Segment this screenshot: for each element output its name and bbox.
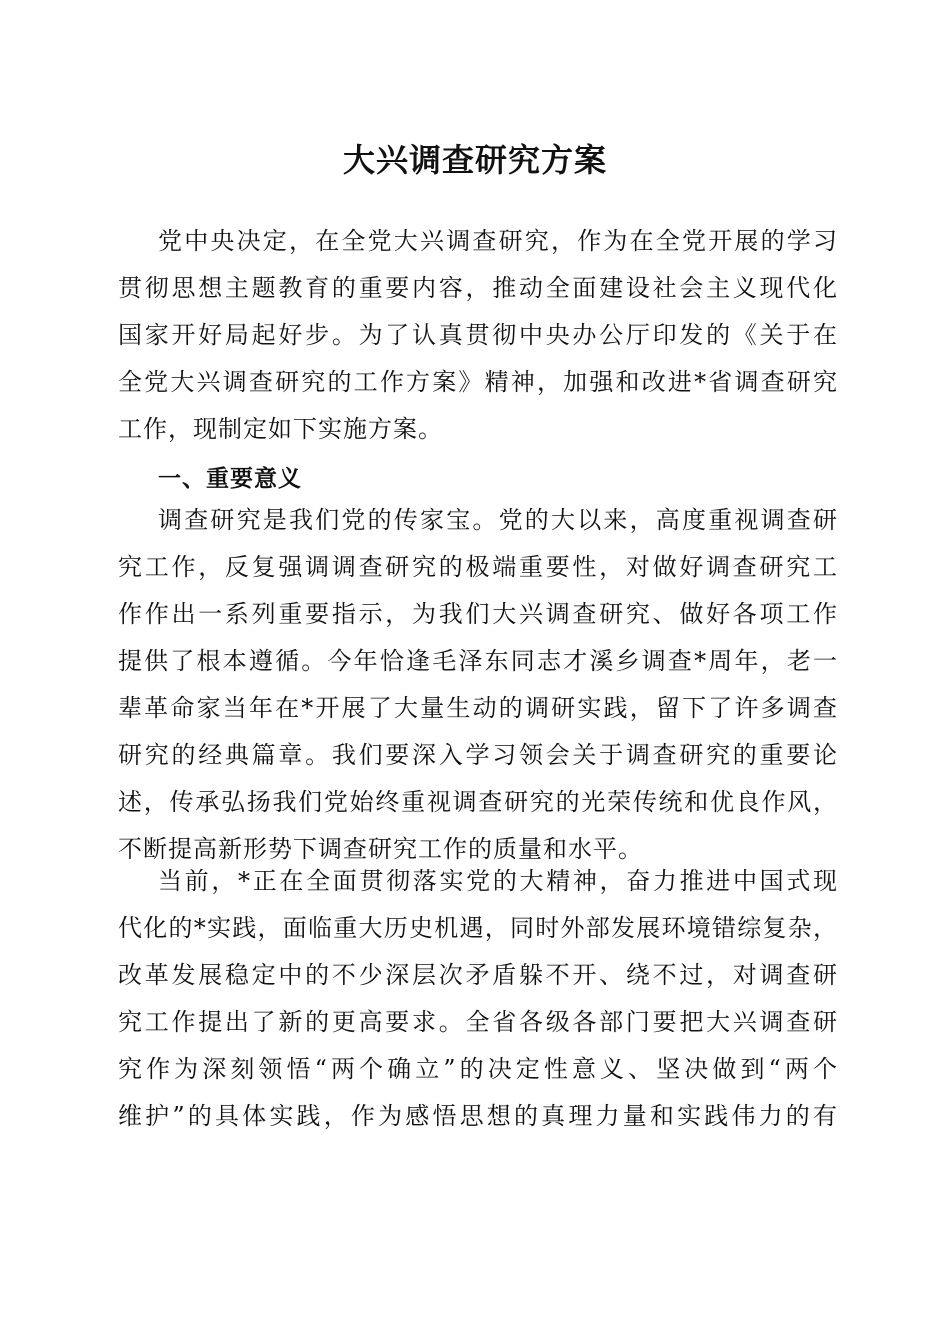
paragraph-line: 提供了根本遵循。今年恰逢毛泽东同志才溪乡调查*周年，老一 (118, 647, 838, 675)
section1-paragraph-2 (118, 858, 838, 1140)
paragraph-line: 作作出一系列重要指示，为我们大兴调查研究、做好各项工作 (118, 600, 838, 628)
paragraph-line: 究工作提出了新的更高要求。全省各级各部门要把大兴调查研 (118, 1008, 838, 1036)
paragraph-line: 不断提高新形势下调查研究工作的质量和水平。 (118, 835, 643, 863)
section-heading: 一、重要意义 (158, 466, 302, 492)
intro-paragraph (118, 218, 838, 453)
paragraph-line: 维护”的具体实践，作为感悟思想的真理力量和实践伟力的有 (118, 1102, 838, 1130)
paragraph-line: 国家开好局起好步。为了认真贯彻中央办公厅印发的《关于在 (118, 321, 838, 349)
paragraph-line: 代化的*实践，面临重大历史机遇，同时外部发展环境错综复杂， (118, 914, 838, 942)
paragraph-line: 究工作，反复强调调查研究的极端重要性，对做好调查研究工 (118, 553, 838, 581)
paragraph-line: 贯彻思想主题教育的重要内容，推动全面建设社会主义现代化 (118, 274, 838, 302)
paragraph-line: 党中央决定，在全党大兴调查研究，作为在全党开展的学习 (158, 227, 838, 255)
paragraph-line: 调查研究是我们党的传家宝。党的大以来，高度重视调查研 (158, 506, 838, 534)
paragraph-line: 全党大兴调查研究的工作方案》精神，加强和改进*省调查研究 (118, 368, 838, 396)
document-title: 大兴调查研究方案 (342, 141, 607, 179)
paragraph-line: 究作为深刻领悟“两个确立”的决定性意义、坚决做到“两个 (118, 1055, 838, 1083)
paragraph-line: 辈革命家当年在*开展了大量生动的调研实践，留下了许多调查 (118, 694, 838, 722)
section1-paragraph-1 (118, 497, 838, 873)
paragraph-line: 改革发展稳定中的不少深层次矛盾躲不开、绕不过，对调查研 (118, 961, 838, 989)
paragraph-line: 研究的经典篇章。我们要深入学习领会关于调查研究的重要论 (118, 741, 838, 769)
paragraph-line: 当前，*正在全面贯彻落实党的大精神，奋力推进中国式现 (158, 867, 838, 895)
paragraph-line: 工作，现制定如下实施方案。 (118, 415, 443, 443)
paragraph-line: 述，传承弘扬我们党始终重视调查研究的光荣传统和优良作风， (118, 788, 838, 816)
